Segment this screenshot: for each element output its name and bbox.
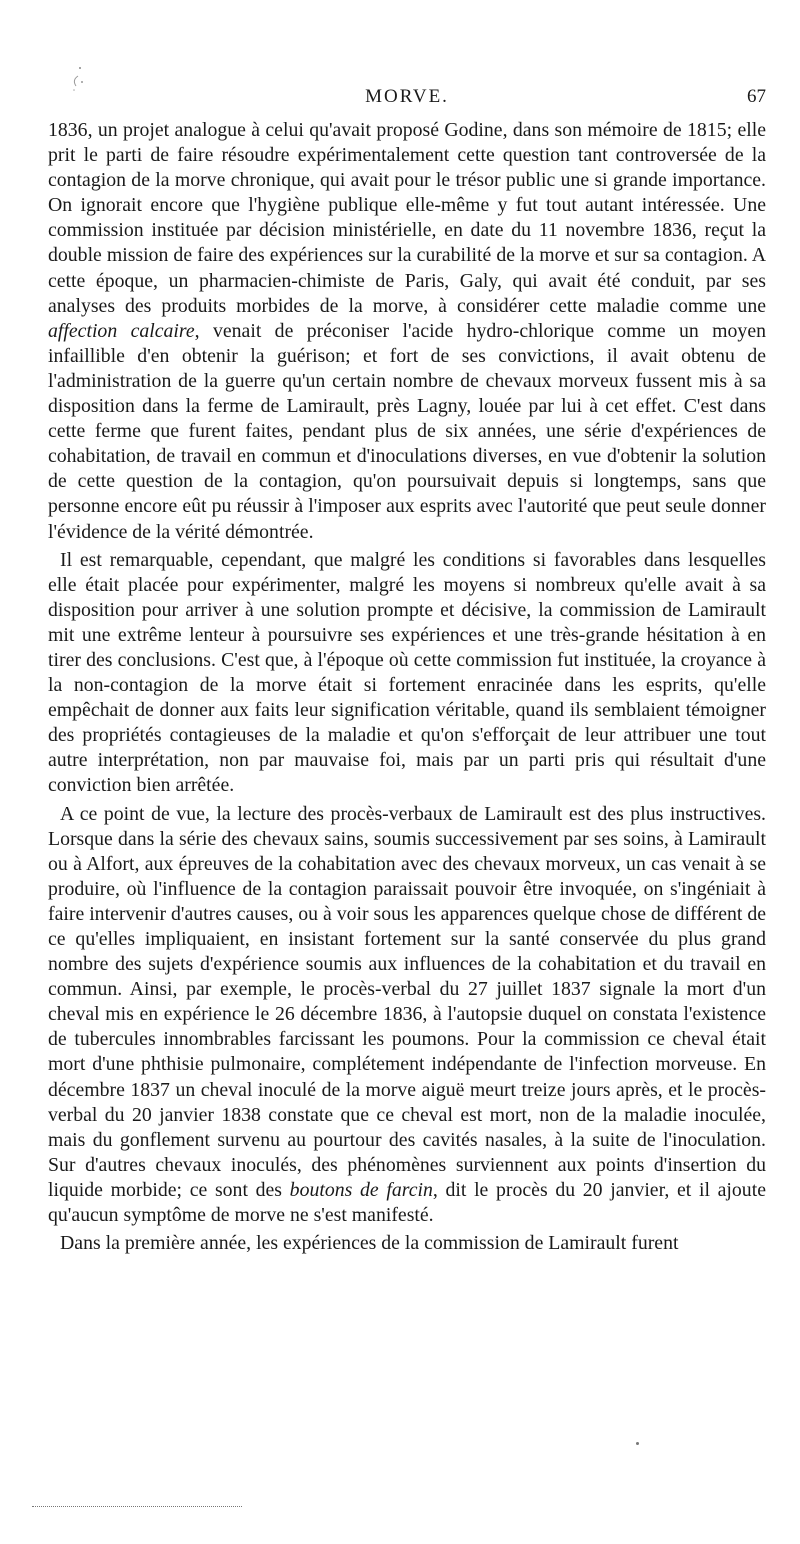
italic-term: boutons de farcin: [289, 1178, 433, 1201]
text-segment: , venait de préconiser l'acide hydro-chlorique comme un moyen infaillible d'en obtenir la guérison; et fort de ses convictions, il avait obtenu de l'administration de la guerre qu'un certain nombre de chevaux morveux fussent mis à sa disposition dans la ferme de Lamirault, près Lagny, louée par lui à cet effet. C'est dans cette ferme que furent faites, pendant plus de six années, une série d'expériences de cohabitation, de travail en commun et d'inoculations diverses, en vue d'obtenir la solution de cette question de la contagion, qu'on poursuivait depuis si longtemps, sans que personne encore eût pu réussir à l'imposer aux esprits avec l'autorité que peut seule donner l'évidence de la vérité démontrée.: [48, 319, 766, 543]
italic-term: affection calcaire: [48, 319, 195, 342]
text-segment: Il est remarquable, cependant, que malgré les conditions si favorables dans lesquelles elle était placée pour expérimenter, malgré les moyens si nombreux qu'elle avait à sa disposition pour arriver à une solution prompte et décisive, la commission de Lamirault mit une extrême lenteur à poursuivre ses expériences et une très-grande hésitation à en tirer des conclusions. C'est que, à l'époque où cette commission fut instituée, la croyance à la non-contagion de la morve était si fortement enracinée dans les esprits, qu'elle empêchait de donner aux faits leur signification véritable, quand ils semblaient témoigner des propriétés contagieuses de la maladie et qu'on s'efforçait de leur attribuer une tout autre interprétation, non par mauvaise foi, mais par un parti pris qui résultait d'une conviction bien arrêtée.: [48, 548, 766, 797]
text-segment: A ce point de vue, la lecture des procès-verbaux de Lamirault est des plus instructives. Lorsque dans la série des chevaux sains, soumis successivement par ses soins, à Lamirault ou à Alfort, aux épreuves de la cohabitation avec des chevaux morveux, un cas venait à se produire, où l'influence de la contagion paraissait pouvoir être invoquée, on s'ingéniait à faire intervenir d'autres causes, ou à voir sous les apparences quelque chose de différent de ce qu'elles impliquaient, en insistant fortement sur la santé conservée du plus grand nombre des sujets d'expérience soumis aux influences de la cohabitation et du travail en commun. Ainsi, par exemple, le procès-verbal du 27 juillet 1837 signale la mort d'un cheval mis en expérience le 26 décembre 1836, à l'autopsie duquel on constata l'existence de tubercules innombrables farcissant les poumons. Pour la commission ce cheval était mort d'une phthisie pulmonaire, complétement indépendante de l'infection morveuse. En décembre 1837 un cheval inoculé de la morve aiguë meurt treize jours après, et le procès-verbal du 20 janvier 1838 constate que ce cheval est mort, non de la maladie inoculée, mais du gonflement survenu au pourtour des cavités nasales, à la suite de l'inoculation. Sur d'autres chevaux inoculés, des phénomènes surviennent aux points d'insertion du liquide morbide; ce sont des: [48, 802, 766, 1201]
body-text: [48, 118, 766, 1256]
text-segment: 1836, un projet analogue à celui qu'avait proposé Godine, dans son mémoire de 1815; elle prit le parti de faire résoudre expérimentalement cette question tant controversée de la contagion de la morve chronique, qui avait pour le trésor public une si grande importance. On ignorait encore que l'hygiène publique elle-même y fut tout autant intéressée. Une commission instituée par décision ministérielle, en date du 11 novembre 1836, reçut la double mission de faire des expériences sur la curabilité de la morve et sur sa contagion. A cette époque, un pharmacien-chimiste de Paris, Galy, qui avait été conduit, par ses analyses des produits morbides de la morve, à considérer cette maladie comme une: [48, 119, 766, 317]
ink-speck: [636, 1442, 639, 1445]
page-header: [48, 86, 766, 116]
page-number: 67: [747, 86, 766, 107]
text-segment: , dit le procès du 20 janvier, et il ajoute qu'aucun symptôme de morve ne s'est manifesté.: [48, 1178, 766, 1227]
footer-dotted-rule: [32, 1506, 242, 1507]
paragraph: [48, 802, 766, 1229]
running-title: MORVE.: [365, 86, 449, 107]
paragraph: [48, 1231, 766, 1256]
paragraph: [48, 548, 766, 799]
text-segment: Dans la première année, les expériences de la commission de Lamirault furent: [60, 1232, 679, 1255]
paragraph: [48, 118, 766, 545]
